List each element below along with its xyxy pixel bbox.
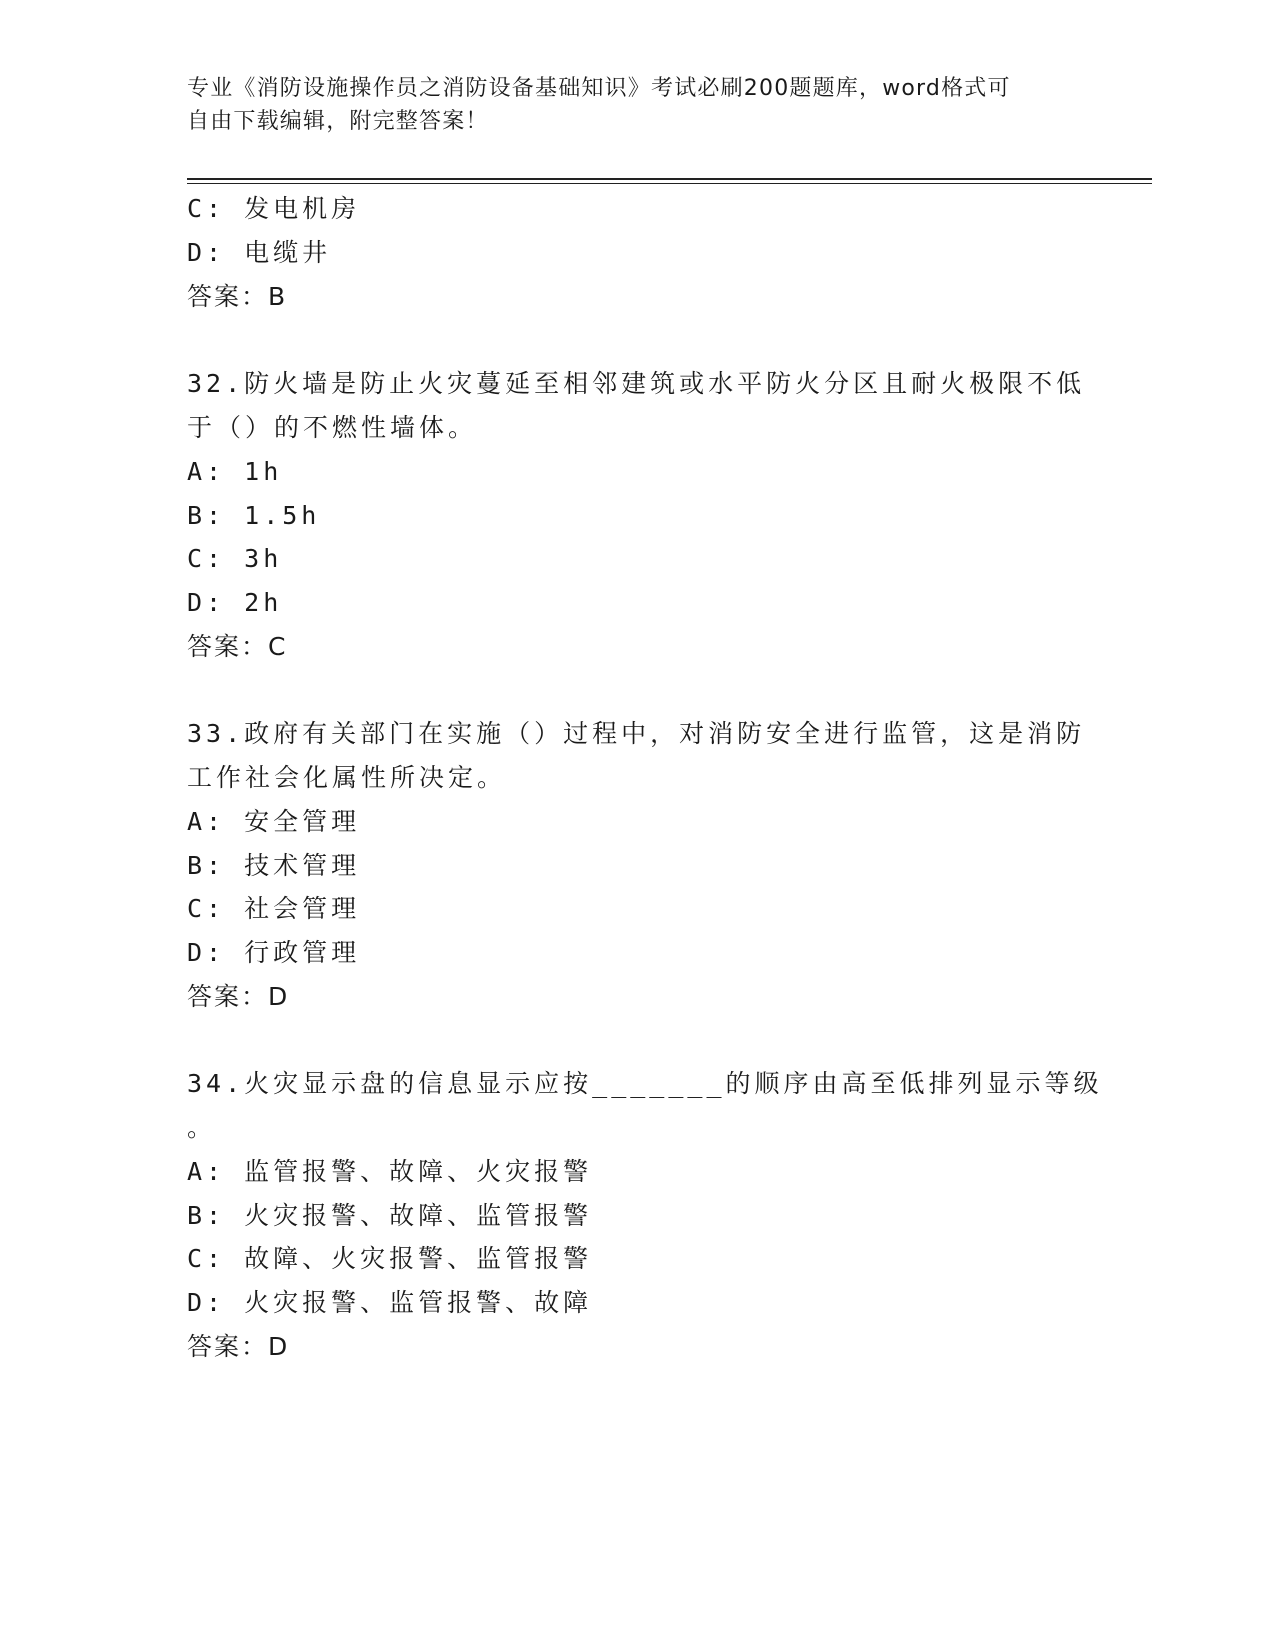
header-divider-thick — [187, 178, 1152, 180]
q34-stem-line-1: 34.火灾显示盘的信息显示应按_______的顺序由高至低排列显示等级 — [187, 1069, 1103, 1098]
q32-option-c: C: 3h — [187, 544, 283, 573]
q33-stem-line-1: 33.政府有关部门在实施（）过程中，对消防安全进行监管，这是消防 — [187, 719, 1086, 748]
q32-answer: 答案：C — [187, 632, 288, 661]
q33-option-d: D: 行政管理 — [187, 938, 361, 967]
q34-stem-line-2: 。 — [187, 1113, 217, 1142]
q32-option-d: D: 2h — [187, 588, 283, 617]
header-divider-thin — [187, 183, 1152, 184]
document-header — [187, 72, 1067, 138]
q32-option-a: A: 1h — [187, 457, 283, 486]
header-line-2: 自由下载编辑，附完整答案！ — [187, 109, 489, 134]
q33-option-b: B: 技术管理 — [187, 851, 361, 880]
q34-option-d: D: 火灾报警、监管报警、故障 — [187, 1288, 593, 1317]
q32-stem-line-1: 32.防火墙是防止火灾蔓延至相邻建筑或水平防火分区且耐火极限不低 — [187, 369, 1086, 398]
q34-option-a: A: 监管报警、故障、火灾报警 — [187, 1157, 593, 1186]
q33-option-c: C: 社会管理 — [187, 894, 361, 923]
q33-option-a: A: 安全管理 — [187, 807, 361, 836]
q32-option-b: B: 1.5h — [187, 501, 321, 530]
q34-option-c: C: 故障、火灾报警、监管报警 — [187, 1244, 593, 1273]
prev-option-c: C: 发电机房 — [187, 194, 361, 223]
prev-option-d: D: 电缆井 — [187, 238, 332, 267]
q32-stem-line-2: 于（）的不燃性墙体。 — [187, 413, 478, 442]
q33-stem-line-2: 工作社会化属性所决定。 — [187, 763, 507, 792]
q33-answer: 答案：D — [187, 982, 290, 1011]
q34-option-b: B: 火灾报警、故障、监管报警 — [187, 1201, 593, 1230]
prev-answer: 答案：B — [187, 282, 288, 311]
header-line-1: 专业《消防设施操作员之消防设备基础知识》考试必刷200题题库，word格式可 — [187, 76, 1011, 101]
q34-answer: 答案：D — [187, 1332, 290, 1361]
